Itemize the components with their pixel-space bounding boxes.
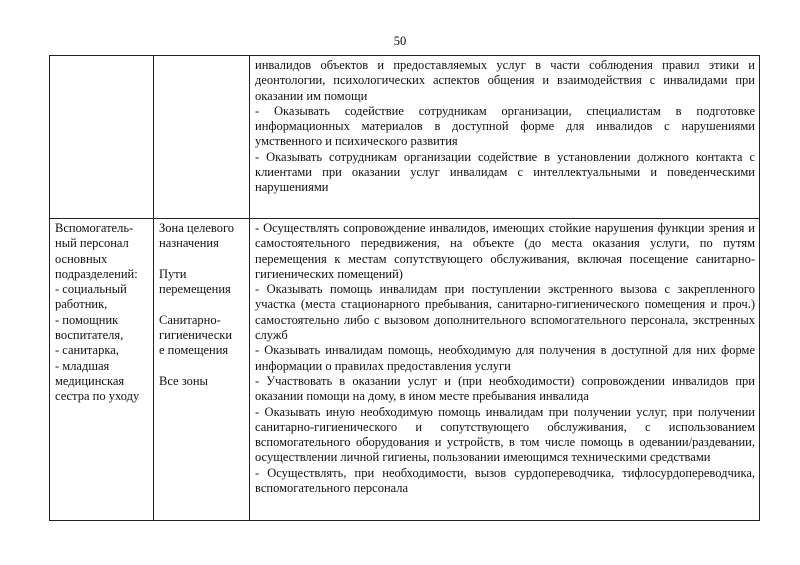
action-item: - Оказывать сотрудникам организации содействие в установлении должного контакта с клиентами при оказании услуг инвалидам с интеллектуальными и поведенческими нарушениями: [255, 149, 755, 195]
staff-line: воспитателя,: [55, 328, 124, 343]
zone-line: Зона целевого: [159, 221, 235, 235]
zone-line: перемещения: [159, 282, 231, 297]
staff-line: - санитарка,: [55, 343, 119, 358]
staff-line: медицинская: [55, 373, 125, 388]
staff-line: подразделений:: [55, 266, 138, 281]
action-item: - Осуществлять сопровождение инвалидов, имеющих стойкие нарушения функции зрения и самостоятельного передвижения, на объекте (до места оказания услуги, по путям перемещения к местам сопутствующего обслуживания, включая посещение санитарно-гигиенических помещений): [255, 221, 755, 281]
table-row: [50, 56, 760, 219]
actions-cell: [250, 56, 760, 219]
staff-cell: [50, 56, 154, 219]
staff-line: работник,: [55, 297, 108, 312]
staff-line: сестра по уходу: [55, 389, 140, 404]
zone-line: Санитарно-: [159, 312, 221, 327]
zone-line: гигиенически: [159, 328, 233, 343]
action-item: - Участвовать в оказании услуг и (при необходимости) сопровождении инвалидов при оказании помощи на дому, в ином месте пребывания инвалида: [255, 373, 755, 404]
staff-duties-table: [49, 55, 760, 521]
action-item: - Оказывать инвалидам помощь, необходимую для получения в доступной для них форме информации о правилах предоставления услуги: [255, 343, 755, 373]
page-number: 50: [393, 34, 407, 48]
staff-line: - младшая: [55, 358, 110, 373]
zone-line: Все зоны: [159, 373, 208, 388]
zone-line: назначения: [159, 236, 219, 251]
staff-line: - социальный: [55, 282, 127, 297]
staff-line: Вспомогатель-: [55, 221, 134, 235]
zone-cell: [154, 56, 250, 219]
action-item: - Оказывать содействие сотрудникам организации, специалистам в подготовке информационных материалов в доступной форме для инвалидов с нарушениями умственного и психического развития: [255, 103, 755, 149]
staff-line: ный персонал: [55, 236, 129, 251]
staff-line: основных: [55, 251, 108, 266]
staff-line: - помощник: [55, 312, 119, 327]
action-item: - Оказывать иную необходимую помощь инвалидам при получении услуг, при получении санитарно-гигиенического и сопутствующего обслуживания, с использованием вспомогательного оборудования и устройств, в том числе помощь в одевании/раздевании, осуществлении личной гигиены, пользовании имеющимся техническими средствами: [255, 404, 755, 465]
table-row: [50, 219, 760, 521]
actions-cell: [250, 219, 760, 521]
zone-line: е помещения: [159, 343, 229, 358]
action-item: - Оказывать помощь инвалидам при поступлении экстренного вызова с закрепленного участка (места стационарного пребывания, санитарно-гигиенического помещения и проч.) самостоятельно либо с вызовом дополнительного вспомогательного персонала, экстренных служб: [255, 282, 755, 343]
zone-cell: [154, 219, 250, 521]
staff-cell: [50, 219, 154, 521]
action-item: - Осуществлять, при необходимости, вызов сурдопереводчика, тифлосурдопереводчика, вспомогательного персонала: [255, 465, 755, 496]
action-item: инвалидов объектов и предоставляемых услуг в части соблюдения правил этики и деонтологии, психологических аспектов общения и взаимодействия с инвалидами при оказании им помощи: [255, 58, 755, 103]
zone-line: Пути: [159, 266, 187, 281]
